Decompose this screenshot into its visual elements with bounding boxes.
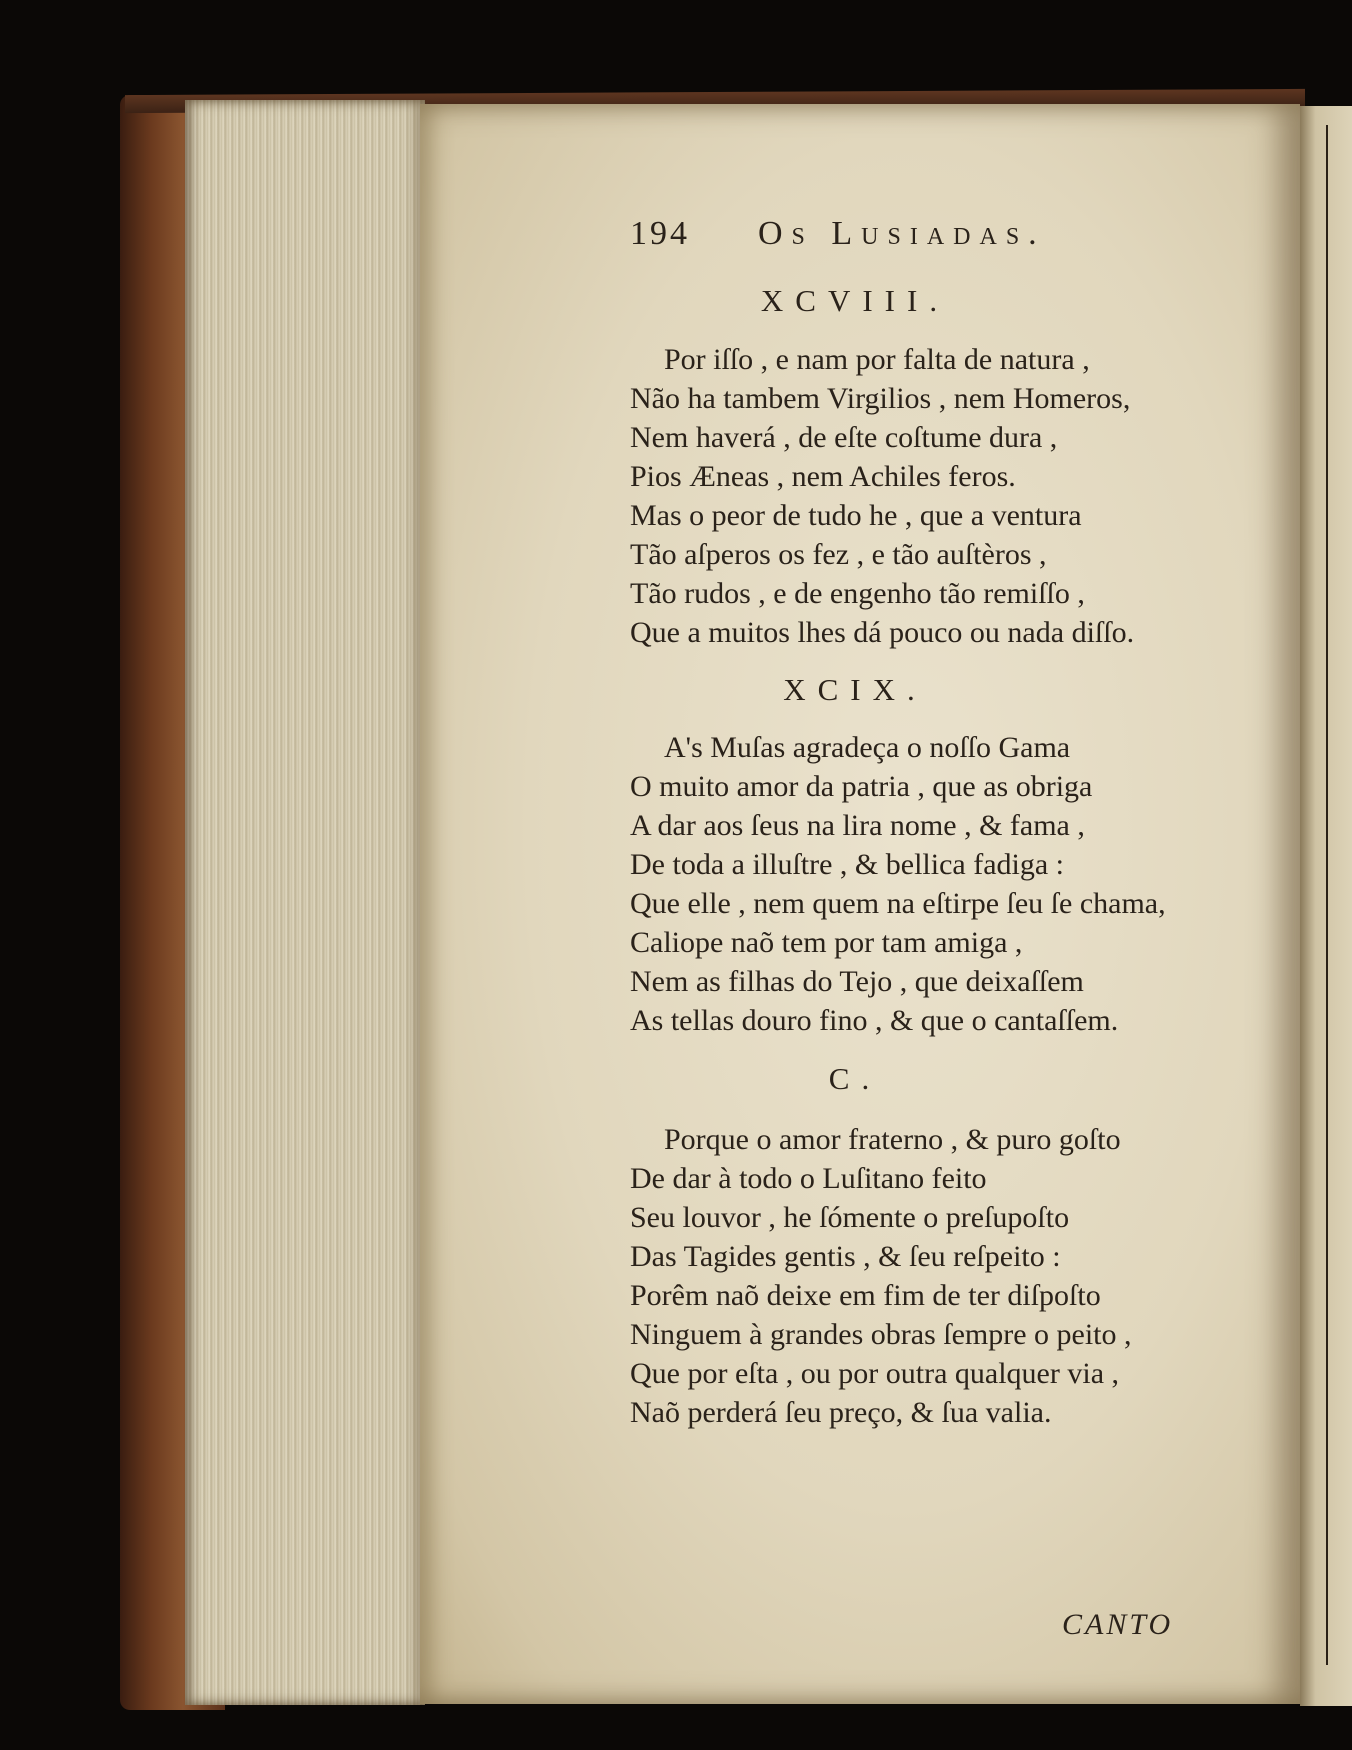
stanza-number: C.	[828, 1061, 882, 1096]
verse-line: Que a muitos lhes dá pouco ou nada diſſo.	[630, 616, 1135, 649]
verse-line: De dar à todo o Luſitano feito	[630, 1162, 987, 1195]
verse-line: Por iſſo , e nam por falta de natura ,	[664, 343, 1090, 376]
page-header	[630, 215, 1100, 259]
verse-line: Ninguem à grandes obras ſempre o peito ,	[630, 1318, 1132, 1351]
verse-line: Nem haverá , de eſte coſtume dura ,	[630, 421, 1058, 454]
stanza-verse	[630, 340, 1134, 652]
verse-line: O muito amor da patria , que as obriga	[630, 770, 1093, 803]
verse-line: Porque o amor fraterno , & puro goſto	[664, 1123, 1121, 1156]
stanza-number: XCVIII.	[760, 283, 950, 318]
verse-line: Nem as filhas do Tejo , que deixaſſem	[630, 965, 1084, 998]
verse-line: Seu louvor , he ſómente o preſupoſto	[630, 1201, 1070, 1234]
catchword: CANTO	[1062, 1608, 1174, 1641]
verse-line: Que elle , nem quem na eſtirpe ſeu ſe chama,	[630, 887, 1166, 920]
page-edges	[185, 100, 425, 1705]
verse-line: Mas o peor de tudo he , que a ventura	[630, 499, 1082, 532]
stanza-verse	[630, 1120, 1132, 1432]
verse-line: Tão rudos , e de engenho tão remiſſo ,	[630, 577, 1085, 610]
verse-line: Que por eſta , ou por outra qualquer via ,	[630, 1357, 1120, 1390]
verse-line: Porêm naõ deixe em fim de ter diſpoſto	[630, 1279, 1101, 1312]
verse-line: A dar aos ſeus na lira nome , & fama ,	[630, 809, 1085, 842]
page-number: 194	[630, 215, 690, 252]
running-title: Os Lusiadas.	[758, 215, 1046, 252]
verse-line: Pios Æneas , nem Achiles feros.	[630, 460, 1016, 493]
verse-line: Naõ perderá ſeu preço, & ſua valia.	[630, 1396, 1052, 1429]
verse-line: Não ha tambem Virgilios , nem Homeros,	[630, 382, 1131, 415]
verse-line: Das Tagides gentis , & ſeu reſpeito :	[630, 1240, 1061, 1273]
verse-line: A's Muſas agradeça o noſſo Gama	[664, 731, 1071, 764]
verse-line: De toda a illuſtre , & bellica fadiga :	[630, 848, 1065, 881]
verse-line: Caliope naõ tem por tam amiga ,	[630, 926, 1023, 959]
stanza-number: XCIX.	[783, 672, 927, 707]
verse-line: Tão aſperos os fez , e tão auſtèros ,	[630, 538, 1047, 571]
verse-line: As tellas douro fino , & que o cantaſſem.	[630, 1004, 1119, 1037]
right-page-border-line	[1326, 125, 1328, 1665]
stanza-verse	[630, 728, 1166, 1040]
